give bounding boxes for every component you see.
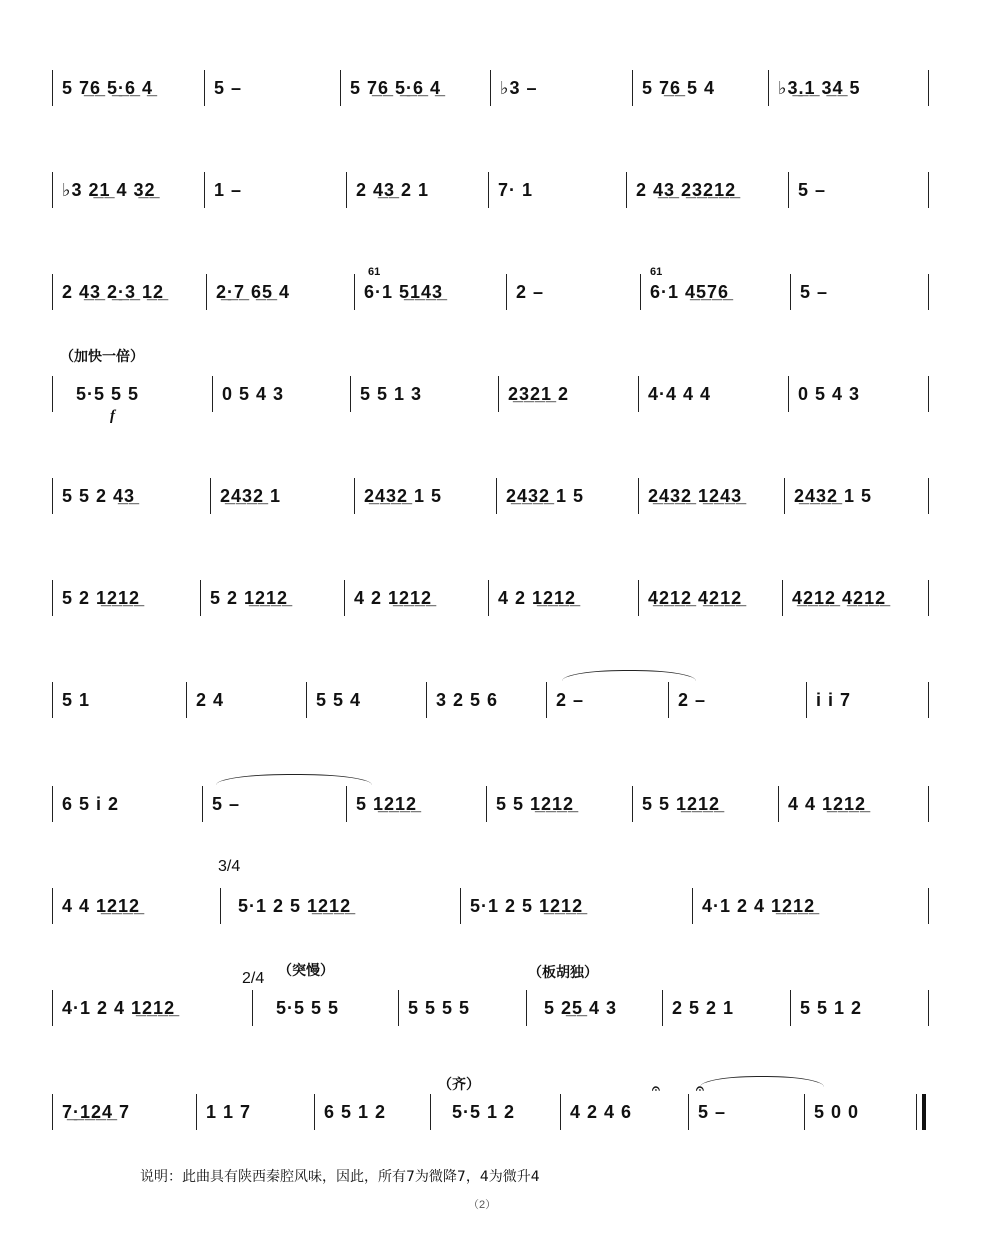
measure: 5 – [800,281,829,302]
tie-arc [216,774,372,785]
grace-note: 61 [650,266,663,278]
measure: 5 – [214,77,243,98]
fermata-icon: 𝄐 [652,1080,660,1096]
measure: 4 2 1̲2̲1̲2̲ [498,587,577,608]
dynamic-forte: f [110,408,115,424]
time-signature-2-4: 2/4 [242,970,265,987]
measure: 5 2 1̲2̲1̲2̲ [62,587,141,608]
measure: 5 1 [62,689,91,710]
measure: 5 5 1 2 [800,997,863,1018]
measure: 4 2 1̲2̲1̲2̲ [354,587,433,608]
barline [928,990,929,1026]
barline [928,786,929,822]
measure: 5 5 1̲2̲1̲2̲ [496,793,575,814]
measure: 5 5 4 [316,689,362,710]
barline [220,888,221,924]
measure: 5 1̲2̲1̲2̲ [356,793,418,814]
measure: 2 5 2 1 [672,997,735,1018]
fermata-icon: 𝄐 [696,1080,704,1096]
measure: 1 1 7 [206,1101,252,1122]
measure: 5·5 5 5 [76,383,140,404]
barline-final-thick [922,1094,926,1130]
measure: 4 4 1̲2̲1̲2̲ [788,793,867,814]
measure: 5 7̲6̲ 5 4 [642,77,716,98]
measure: 7̲·̲1̲2̲4̲ 7 [62,1101,131,1122]
measure: 2 4 [196,689,225,710]
measure: 4̲2̲1̲2̲ 4̲2̲1̲2̲ [648,587,743,608]
staff-row-4 [52,376,932,436]
measure: 6·1 5̲1̲4̲3̲ [364,281,444,302]
barline [526,990,527,1026]
measure: 5 5 2 4̲3̲ [62,485,136,506]
measure: 2̲4̲3̲2̲ 1̲2̲4̲3̲ [648,485,743,506]
measure: 5 7̲6̲ 5̲·̲6̲ 4̲ [62,77,154,98]
measure: 2 – [556,689,585,710]
measure: 2̲4̲3̲2̲ 1 5 [506,485,585,506]
staff-row-1 [52,70,932,130]
measure: 6·1 4̲5̲7̲6̲ [650,281,730,302]
tempo-annotation-sudden-slow: （突慢） [278,962,334,978]
measure: 4·1 2 4 1̲2̲1̲2̲ [62,997,176,1018]
measure: 5 2̲5̲ 4 3 [544,997,618,1018]
page-number: （2） [468,1199,497,1211]
measure: 0 5 4 3 [798,383,861,404]
measure: 2 4̲3̲ 2̲·̲3̲ 1̲2̲ [62,281,165,302]
measure: 5 – [798,179,827,200]
measure: 2̲4̲3̲2̲ 1 5 [794,485,873,506]
annotation-together: （齐） [438,1076,480,1092]
instrument-annotation-banhu-solo: （板胡独） [528,964,598,980]
barline [928,888,929,924]
measure: 1 – [214,179,243,200]
measure: 5 – [212,793,241,814]
barline [430,1094,431,1130]
staff-row-2 [52,172,932,232]
measure: 5 7̲6̲ 5̲·̲6̲ 4̲ [350,77,442,98]
measure: 5 0 0 [814,1101,860,1122]
tempo-annotation-faster: （加快一倍） [60,348,144,364]
barline [928,376,929,412]
barline [52,376,53,412]
measure: 6 5 i 2 [62,793,120,814]
measure: ♭3 2̲1̲ 4 3̲2̲ [62,179,156,200]
barline [928,274,929,310]
measure: 2 – [678,689,707,710]
staff-row-9 [52,888,932,948]
barline [928,70,929,106]
measure: 5·5 1 2 [452,1101,516,1122]
measure: 7· 1 [498,179,534,200]
barline [252,990,253,1026]
staff-row-10 [52,990,932,1050]
measure: 2̲4̲3̲2̲ 1 [220,485,282,506]
measure: 4·4 4 4 [648,383,712,404]
measure: 4·1 2 4 1̲2̲1̲2̲ [702,895,816,916]
barline [928,580,929,616]
measure: 2 – [516,281,545,302]
staff-row-11 [52,1080,932,1154]
measure: ♭3̲.̲1̲ 3̲4̲ 5 [778,77,861,98]
measure: 2̲4̲3̲2̲ 1 5 [364,485,443,506]
footnote: 说明：此曲具有陕西秦腔风味，因此，所有7为微降7，4为微升4 [140,1169,540,1185]
measure: 5·1 2 5 1̲2̲1̲2̲ [470,895,584,916]
measure: 5 2 1̲2̲1̲2̲ [210,587,289,608]
measure: 2̲3̲2̲1̲ 2 [508,383,570,404]
staff-row-3 [52,266,932,334]
staff-row-5 [52,478,932,538]
staff-row-8 [52,786,932,846]
measure: 5 5 1 3 [360,383,423,404]
staff-row-6 [52,580,932,640]
grace-note: 61 [368,266,381,278]
barline-final-thin [916,1094,917,1130]
barline [928,172,929,208]
measure: 6 5 1 2 [324,1101,387,1122]
measure: 2 4̲3̲ 2̲3̲2̲1̲2̲ [636,179,737,200]
measure: 5 5 1̲2̲1̲2̲ [642,793,721,814]
staff-row-7 [52,682,932,742]
measure: ♭3 – [500,77,538,98]
measure: 2 4̲3̲ 2 1 [356,179,430,200]
barline [928,682,929,718]
measure: 5·1 2 5 1̲2̲1̲2̲ [238,895,352,916]
time-signature-3-4: 3/4 [218,858,241,875]
measure: 5 – [698,1101,727,1122]
measure: 3 2 5 6 [436,689,499,710]
measure: i i 7 [816,689,852,710]
tie-arc [562,670,696,681]
measure: 5·5 5 5 [276,997,340,1018]
measure: 5 5 5 5 [408,997,471,1018]
tie-arc [700,1076,824,1087]
barline [928,478,929,514]
measure: 2̲·̲7̲ 6̲5̲ 4 [216,281,291,302]
measure: 4̲2̲1̲2̲ 4̲2̲1̲2̲ [792,587,887,608]
measure: 4 2 4 6 [570,1101,633,1122]
measure: 4 4 1̲2̲1̲2̲ [62,895,141,916]
measure: 0 5 4 3 [222,383,285,404]
